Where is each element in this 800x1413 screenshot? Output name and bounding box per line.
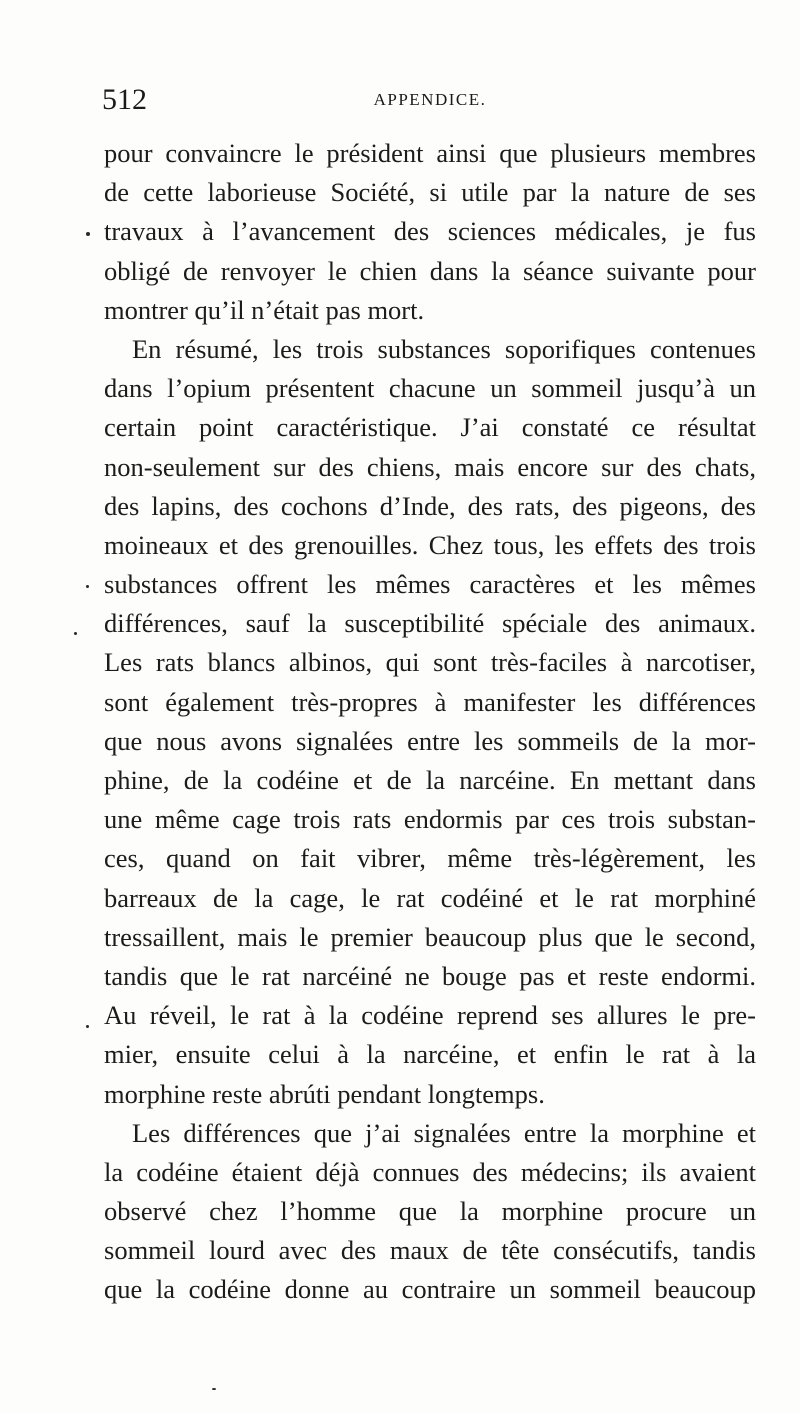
margin-speck	[74, 632, 77, 635]
text-line: Au réveil, le rat à la codéine reprend ses allures le pre-	[104, 1000, 756, 1031]
text-line: Les rats blancs albinos, qui sont très-faciles à narcotiser,	[104, 647, 756, 678]
text-line: que la codéine donne au contraire un sommeil beaucoup	[104, 1274, 756, 1305]
margin-speck	[86, 1025, 89, 1028]
paragraph-3	[104, 1114, 756, 1310]
text-line: travaux à l’avancement des sciences médicales, je fus	[104, 216, 756, 247]
page-number: 512	[102, 83, 147, 116]
text-line: dans l’opium présentent chacune un sommeil jusqu’à un	[104, 373, 756, 404]
text-line: phine, de la codéine et de la narcéine. En mettant dans	[104, 765, 756, 795]
text-line: morphine reste abrúti pendant longtemps.	[104, 1078, 545, 1109]
body-text	[104, 134, 756, 1310]
text-line: moineaux et des grenouilles. Chez tous, les effets des trois	[104, 529, 756, 560]
text-line: de cette laborieuse Société, si utile par la nature de ses	[104, 177, 756, 208]
text-line: barreaux de la cage, le rat codéiné et le rat morphiné	[104, 882, 756, 913]
text-line: certain point caractéristique. J’ai constaté ce résultat	[104, 412, 756, 443]
margin-speck	[212, 1388, 216, 1390]
text-line: mier, ensuite celui à la narcéine, et enfin le rat à la	[104, 1039, 756, 1070]
text-line: observé chez l’homme que la morphine procure un	[104, 1196, 756, 1227]
text-line: une même cage trois rats endormis par ces trois substan-	[104, 804, 756, 835]
margin-speck	[86, 232, 90, 236]
text-line: que nous avons signalées entre les sommeils de la mor-	[104, 725, 756, 756]
text-line: substances offrent les mêmes caractères et les mêmes	[104, 569, 756, 600]
text-line: ces, quand on fait vibrer, même très-légèrement, les	[104, 843, 756, 874]
text-line: non-seulement sur des chiens, mais encore sur des chats,	[104, 451, 756, 482]
text-line: En résumé, les trois substances soporifiques contenues	[132, 333, 756, 364]
text-line: montrer qu’il n’était pas mort.	[104, 294, 425, 325]
paragraph-2	[104, 330, 756, 1114]
page-header	[100, 80, 760, 120]
text-line: la codéine étaient déjà connues des médecins; ils avaient	[104, 1156, 756, 1187]
running-head: APPENDICE.	[373, 90, 487, 109]
text-line: obligé de renvoyer le chien dans la séance suivante pour	[104, 255, 756, 286]
text-line: Les différences que j’ai signalées entre la morphine et	[132, 1117, 756, 1148]
text-line: des lapins, des cochons d’Inde, des rats, des pigeons, des	[104, 490, 756, 521]
paragraph-1	[104, 134, 756, 330]
text-line: différences, sauf la susceptibilité spéciale des animaux.	[104, 608, 756, 639]
text-line: pour convaincre le président ainsi que plusieurs membres	[104, 138, 756, 168]
text-line: tandis que le rat narcéiné ne bouge pas et reste endormi.	[104, 960, 756, 991]
margin-speck	[86, 585, 89, 588]
text-line: sommeil lourd avec des maux de tête consécutifs, tandis	[104, 1235, 756, 1266]
text-line: sont également très-propres à manifester les différences	[104, 686, 756, 717]
text-line: tressaillent, mais le premier beaucoup plus que le second,	[104, 921, 756, 952]
